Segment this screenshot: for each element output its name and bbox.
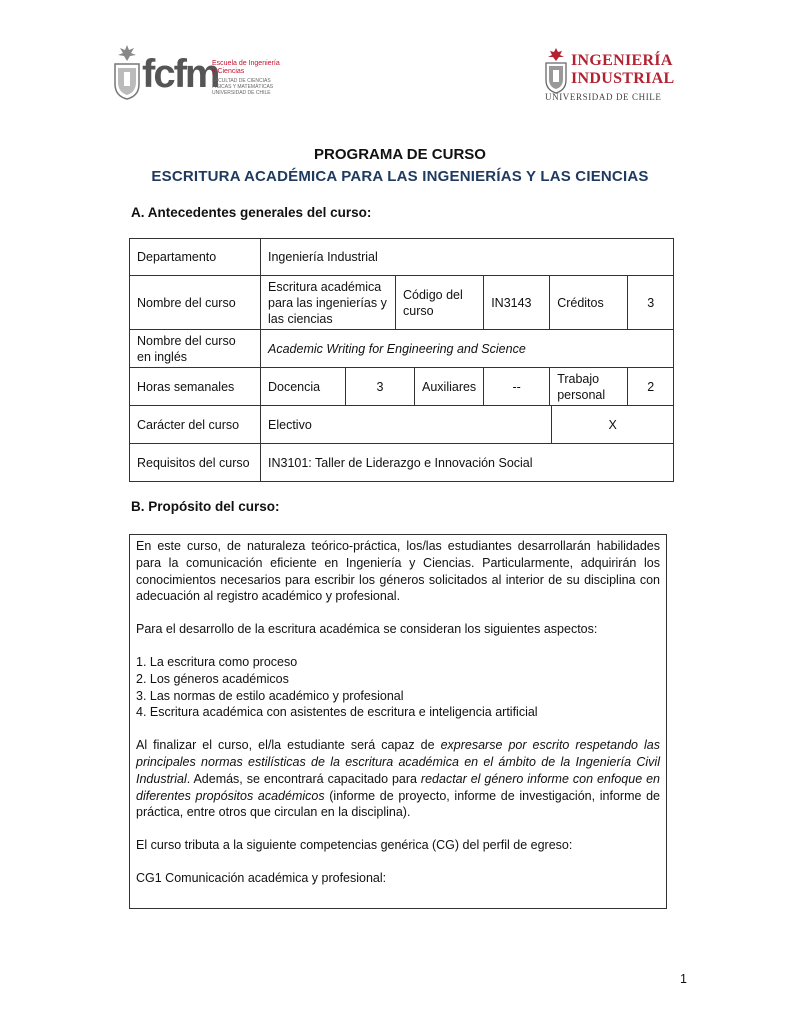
nombre-value: Escritura académica para las ingenierías y las ciencias (261, 276, 396, 330)
creditos-label: Créditos (550, 276, 628, 330)
logo-line-universidad: UNIVERSIDAD DE CHILE (545, 92, 662, 102)
caracter-label: Carácter del curso (130, 406, 261, 444)
course-title: ESCRITURA ACADÉMICA PARA LAS INGENIERÍAS Y LAS CIENCIAS (151, 168, 649, 185)
document-title: PROGRAMA DE CURSO (314, 146, 486, 163)
purpose-paragraph-3: Al finalizar el curso, el/la estudiante será capaz de expresarse por escrito respetando las principales normas estilísticas de la escritura académica en el ámbito de la Ingeniería Civil Industrial. Además, se encontrará capacitado para redactar el género informe con enfoque en diferentes propósitos académicos (informe de proyecto, informe de investigación, informe de práctica, entre otros que circulan en la disciplina). (136, 738, 661, 820)
trabajo-label: Trabajo personal (550, 368, 628, 406)
table-row (130, 368, 674, 406)
list-item: 3. Las normas de estilo académico y profesional (136, 688, 404, 703)
purpose-paragraph-5: CG1 Comunicación académica y profesional: (136, 870, 387, 885)
list-item: 4. Escritura académica con asistentes de escritura e inteligencia artificial (136, 705, 538, 720)
nombre-label: Nombre del curso (130, 276, 261, 330)
auxiliares-label: Auxiliares (415, 368, 484, 406)
purpose-paragraph-1: En este curso, de naturaleza teórico-práctica, los/las estudiantes desarrollarán habilidades para la comunicación eficiente en Ingeniería y Ciencias. Particularmente, adquirirán los conocimientos necesarios para escribir los géneros solicitados al interior de su disciplina con adecuación al registro académico y profesional. (136, 539, 660, 604)
ingenieria-industrial-logo (544, 46, 694, 106)
docencia-value: 3 (346, 368, 415, 406)
fcfm-school-name: Escuela de Ingeniería y Ciencias (212, 60, 280, 75)
section-b-heading: B. Propósito del curso: (131, 499, 280, 514)
departamento-label: Departamento (130, 239, 261, 276)
requisitos-label: Requisitos del curso (130, 444, 261, 482)
ingles-value: Academic Writing for Engineering and Science (261, 330, 674, 368)
page-number: 1 (680, 972, 687, 986)
purpose-paragraph-4: El curso tributa a la siguiente competencias genérica (CG) del perfil de egreso: (136, 838, 573, 853)
purpose-paragraph-2: Para el desarrollo de la escritura académica se consideran los siguientes aspectos: (136, 622, 598, 637)
auxiliares-value: -- (484, 368, 550, 406)
codigo-value: IN3143 (484, 276, 550, 330)
logo-line-industrial: INDUSTRIAL (571, 70, 675, 87)
fcfm-mark: fcfm (142, 52, 219, 96)
caracter-value: Electivo (261, 406, 552, 444)
table-row (130, 239, 674, 276)
codigo-label: Código del curso (396, 276, 484, 330)
creditos-value: 3 (628, 276, 674, 330)
requisitos-value: IN3101: Taller de Liderazgo e Innovación Social (261, 444, 674, 482)
departamento-value: Ingeniería Industrial (261, 239, 674, 276)
table-row (130, 330, 674, 368)
horas-label: Horas semanales (130, 368, 261, 406)
course-info-table (129, 238, 674, 482)
ingles-label: Nombre del curso en inglés (130, 330, 261, 368)
fcfm-faculty-name: FACULTAD DE CIENCIAS FÍSICAS Y MATEMÁTICAS UNIVERSIDAD DE CHILE (212, 78, 274, 96)
purpose-box (129, 534, 667, 909)
list-item: 1. La escritura como proceso (136, 654, 298, 669)
fcfm-logo (112, 44, 292, 104)
section-a-heading: A. Antecedentes generales del curso: (131, 205, 372, 220)
university-shield-icon (112, 44, 142, 100)
table-row (130, 444, 674, 482)
table-row (130, 406, 674, 444)
docencia-label: Docencia (261, 368, 346, 406)
caracter-mark: X (552, 406, 674, 444)
list-item: 2. Los géneros académicos (136, 671, 289, 686)
trabajo-value: 2 (628, 368, 674, 406)
table-row (130, 276, 674, 330)
logo-line-ingenieria: INGENIERÍA (571, 52, 673, 69)
university-shield-icon (544, 48, 568, 94)
